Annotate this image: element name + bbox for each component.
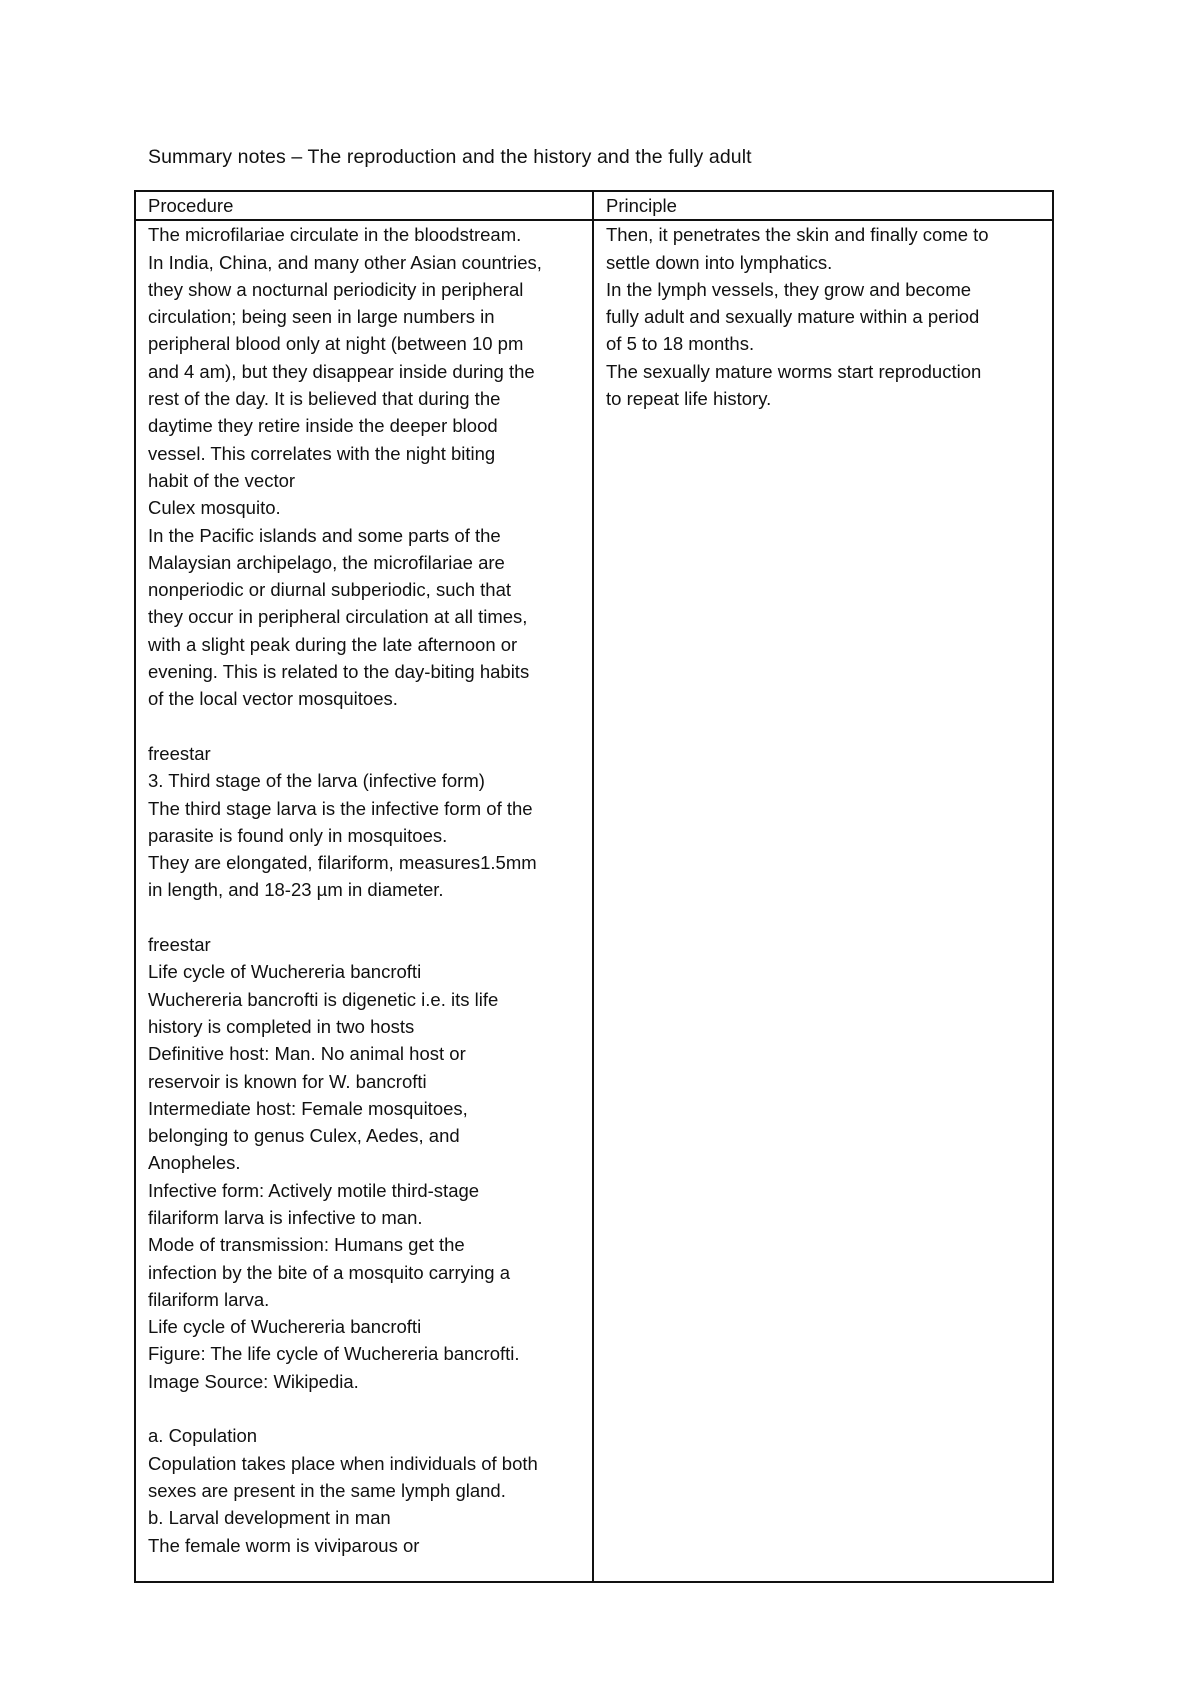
text-line (148, 904, 584, 931)
text-line: they show a nocturnal periodicity in peripheral (148, 278, 524, 300)
text-line: evening. This is related to the day-biting habits (148, 661, 530, 683)
notes-table (134, 190, 1054, 1583)
text-line: in length, and 18-23 µm in diameter. (148, 879, 444, 901)
text-line: reservoir is known for W. bancrofti (148, 1070, 427, 1092)
body-row (135, 220, 1053, 1582)
procedure-cell (135, 220, 593, 1582)
text-line: In the lymph vessels, they grow and become (606, 278, 972, 300)
text-line: parasite is found only in mosquitoes. (148, 824, 448, 846)
text-line: They are elongated, filariform, measures1.5mm (148, 852, 537, 874)
text-line: In India, China, and many other Asian countries, (148, 251, 542, 273)
text-line: b. Larval development in man (148, 1507, 391, 1529)
text-line: Then, it penetrates the skin and finally come to (606, 224, 989, 246)
text-line: rest of the day. It is believed that during the (148, 388, 501, 410)
text-line: filariform larva. (148, 1288, 270, 1310)
text-line: 3. Third stage of the larva (infective form) (148, 770, 485, 792)
text-line: Intermediate host: Female mosquitoes, (148, 1097, 468, 1119)
principle-text (606, 221, 1044, 412)
text-line: peripheral blood only at night (between 10 pm (148, 333, 524, 355)
text-line: Definitive host: Man. No animal host or (148, 1043, 466, 1065)
text-line: of the local vector mosquitoes. (148, 688, 398, 710)
text-line: they occur in peripheral circulation at all times, (148, 606, 528, 628)
text-line: Anopheles. (148, 1152, 241, 1174)
header-row (135, 191, 1053, 220)
text-line: of 5 to 18 months. (606, 333, 755, 355)
text-line: The third stage larva is the infective form of the (148, 797, 533, 819)
text-line: Copulation takes place when individuals of both (148, 1452, 538, 1474)
text-line: Culex mosquito. (148, 497, 281, 519)
text-line: Wuchereria bancrofti is digenetic i.e. its life (148, 988, 499, 1010)
text-line: with a slight peak during the late afternoon or (148, 633, 518, 655)
text-line: daytime they retire inside the deeper blood (148, 415, 498, 437)
text-line: infection by the bite of a mosquito carrying a (148, 1261, 510, 1283)
text-line: a. Copulation (148, 1425, 258, 1447)
text-line: vessel. This correlates with the night biting (148, 442, 496, 464)
header-procedure: Procedure (135, 191, 593, 220)
text-line: nonperiodic or diurnal subperiodic, such that (148, 579, 512, 601)
header-principle: Principle (593, 191, 1053, 220)
text-line: The microfilariae circulate in the bloodstream. (148, 224, 522, 246)
text-line: The sexually mature worms start reproduction (606, 360, 982, 382)
text-line: freestar (148, 934, 211, 956)
text-line: habit of the vector (148, 469, 296, 491)
text-line: Infective form: Actively motile third-stage (148, 1179, 480, 1201)
text-line: filariform larva is infective to man. (148, 1206, 423, 1228)
text-line: In the Pacific islands and some parts of the (148, 524, 501, 546)
text-line: sexes are present in the same lymph gland. (148, 1479, 506, 1501)
text-line: Image Source: Wikipedia. (148, 1370, 359, 1392)
text-line: Life cycle of Wuchereria bancrofti (148, 1316, 422, 1338)
procedure-text (148, 221, 584, 1559)
text-line: freestar (148, 742, 211, 764)
text-line: Malaysian archipelago, the microfilariae are (148, 551, 505, 573)
principle-cell (593, 220, 1053, 1582)
text-line: fully adult and sexually mature within a period (606, 306, 980, 328)
text-line: to repeat life history. (606, 388, 772, 410)
text-line: The female worm is viviparous or (148, 1534, 420, 1556)
text-line: Life cycle of Wuchereria bancrofti (148, 961, 422, 983)
text-line (148, 1395, 584, 1422)
text-line (148, 713, 584, 740)
text-line: settle down into lymphatics. (606, 251, 833, 273)
page-title: Summary notes – The reproduction and the history and the fully adult (148, 146, 752, 168)
text-line: Figure: The life cycle of Wuchereria bancrofti. (148, 1343, 520, 1365)
text-line: history is completed in two hosts (148, 1015, 415, 1037)
text-line: circulation; being seen in large numbers in (148, 306, 495, 328)
text-line: belonging to genus Culex, Aedes, and (148, 1125, 460, 1147)
text-line: and 4 am), but they disappear inside during the (148, 360, 535, 382)
text-line: Mode of transmission: Humans get the (148, 1234, 465, 1256)
